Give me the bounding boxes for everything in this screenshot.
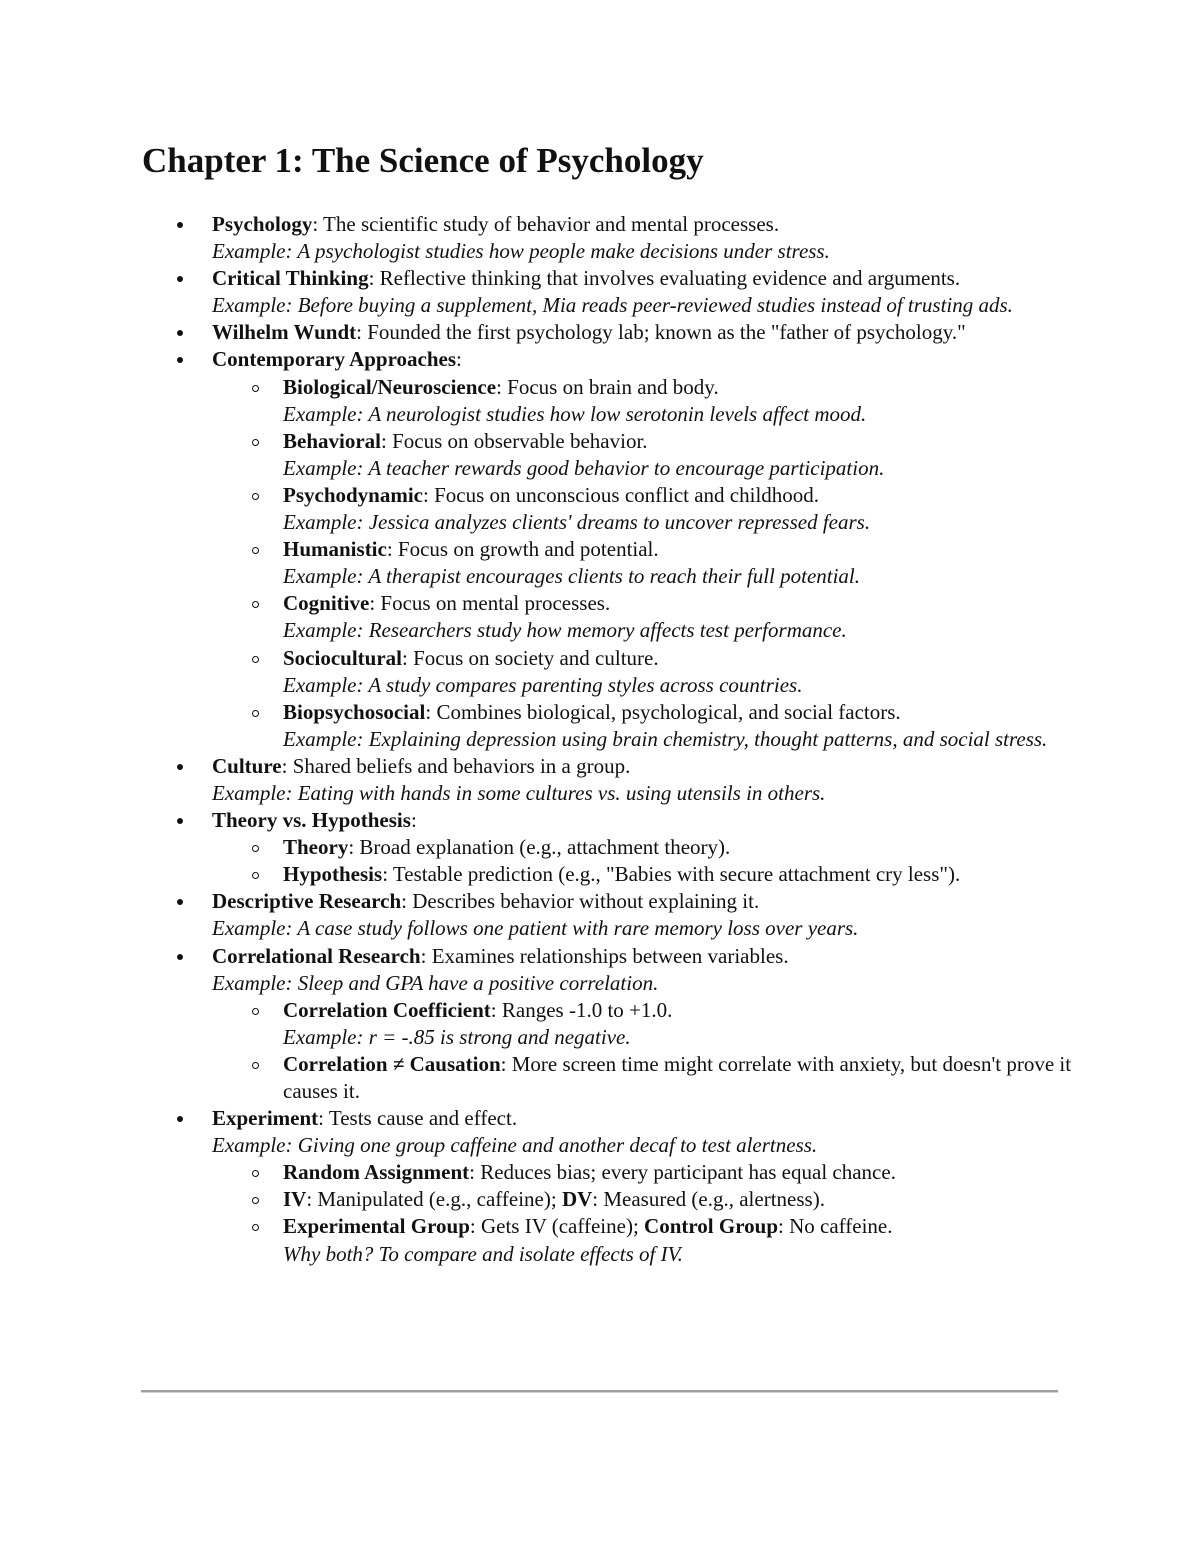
list-item [212,319,1072,346]
term-label: Biopsychosocial [283,699,426,724]
term-label: Culture [212,753,282,778]
term-label: Experiment [212,1106,319,1131]
term-label: Cognitive [283,591,370,616]
sub-list [212,374,1072,753]
term-definition: : Shared beliefs and behaviors in a group. [281,753,631,778]
example-text: Example: Researchers study how memory affects test performance. [283,618,847,643]
term-definition: : Founded the first psychology lab; known as the "father of psychology." [356,320,966,345]
term-label: Behavioral [283,428,381,453]
list-item [212,346,1072,752]
list-item [212,211,1072,265]
sub-list-item [283,1051,1072,1105]
term-label: Theory [283,835,349,860]
sub-list-item [283,428,1072,482]
example-text: Example: r = -.85 is strong and negative. [283,1024,631,1049]
sub-list-item [283,1186,1072,1213]
term-definition: : Focus on growth and potential. [386,537,659,562]
sub-list-item [283,861,1072,888]
term-label: Biological/Neuroscience [283,374,497,399]
sub-list-item [283,1159,1072,1186]
example-text: Example: A neurologist studies how low serotonin levels affect mood. [283,401,867,426]
term-label: Control Group [644,1214,779,1239]
example-text: Example: Jessica analyzes clients' dreams to uncover repressed fears. [283,510,871,535]
term-definition: : Focus on mental processes. [369,591,611,616]
term-label: Descriptive Research [212,889,402,914]
sub-list-item [283,699,1072,753]
list-item [212,265,1072,319]
term-label: IV [283,1187,307,1212]
term-definition: : Gets IV (caffeine); [469,1214,645,1239]
term-definition: : Reduces bias; every participant has equal chance. [469,1160,896,1185]
example-text: Example: Sleep and GPA have a positive correlation. [212,970,659,995]
sub-list-item [283,834,1072,861]
term-definition: : Describes behavior without explaining it. [401,889,760,914]
term-definition: : [410,808,417,833]
term-definition: : Manipulated (e.g., caffeine); [306,1187,562,1212]
sub-list [212,997,1072,1105]
example-text: Example: Before buying a supplement, Mia reads peer-reviewed studies instead of trusting ads. [212,293,1013,318]
notes-outline [212,211,1072,1268]
page-title: Chapter 1: The Science of Psychology [142,141,704,180]
term-definition: : Examines relationships between variables. [420,943,789,968]
example-text: Example: Eating with hands in some cultures vs. using utensils in others. [212,780,826,805]
example-text: Example: A psychologist studies how people make decisions under stress. [212,239,830,264]
term-definition: : Focus on brain and body. [496,374,719,399]
list-item [212,807,1072,888]
sub-list-item [283,590,1072,644]
sub-list [212,834,1072,888]
term-label: Correlational Research [212,943,421,968]
term-label: Humanistic [283,537,387,562]
term-definition: : Focus on society and culture. [402,645,659,670]
term-label: Hypothesis [283,862,383,887]
example-text: Why both? To compare and isolate effects of IV. [283,1241,683,1266]
sub-list-item [283,482,1072,536]
term-definition: : No caffeine. [778,1214,893,1239]
list-item [212,1105,1072,1268]
list-item [212,753,1072,807]
example-text: Example: Giving one group caffeine and another decaf to test alertness. [212,1133,818,1158]
term-definition: : Focus on unconscious conflict and childhood. [423,482,820,507]
term-definition: : Reflective thinking that involves evaluating evidence and arguments. [368,266,961,291]
term-label: Correlation Coefficient [283,997,491,1022]
sub-list [212,1159,1072,1267]
term-definition: : The scientific study of behavior and mental processes. [312,212,780,236]
term-label: Wilhelm Wundt [212,320,357,345]
term-definition: : Testable prediction (e.g., "Babies with secure attachment cry less"). [382,862,961,887]
term-label: DV [561,1187,593,1212]
term-label: Psychology [212,212,313,236]
term-label: Correlation ≠ Causation [283,1051,501,1076]
term-definition: : Broad explanation (e.g., attachment theory). [348,835,731,860]
term-label: Theory vs. Hypothesis [212,808,411,833]
example-text: Example: A study compares parenting styles across countries. [283,672,803,697]
term-label: Sociocultural [283,645,402,670]
sub-list-item [283,997,1072,1051]
example-text: Example: A case study follows one patient with rare memory loss over years. [212,916,859,941]
sub-list-item [283,1213,1072,1267]
sub-list-item [283,536,1072,590]
term-definition: : [456,347,462,372]
term-label: Critical Thinking [212,266,369,291]
term-definition: : Focus on observable behavior. [381,428,648,453]
term-definition: : Ranges -1.0 to +1.0. [490,997,673,1022]
list-item [212,888,1072,942]
page-divider [141,1390,1058,1393]
sub-list-item [283,374,1072,428]
term-label: Experimental Group [283,1214,470,1239]
example-text: Example: A therapist encourages clients to reach their full potential. [283,564,861,589]
example-text: Example: A teacher rewards good behavior to encourage participation. [283,455,885,480]
term-label: Contemporary Approaches [212,347,457,372]
sub-list-item [283,645,1072,699]
term-definition: : Tests cause and effect. [318,1106,518,1131]
term-label: Random Assignment [283,1160,470,1185]
term-definition: : More screen time might correlate with anxiety, but doesn't prove it causes it. [283,1051,1072,1103]
term-label: Psychodynamic [283,482,424,507]
list-item [212,943,1072,1106]
term-definition: : Measured (e.g., alertness). [592,1187,825,1212]
term-definition: : Combines biological, psychological, and social factors. [425,699,901,724]
example-text: Example: Explaining depression using brain chemistry, thought patterns, and social stress. [283,726,1048,751]
